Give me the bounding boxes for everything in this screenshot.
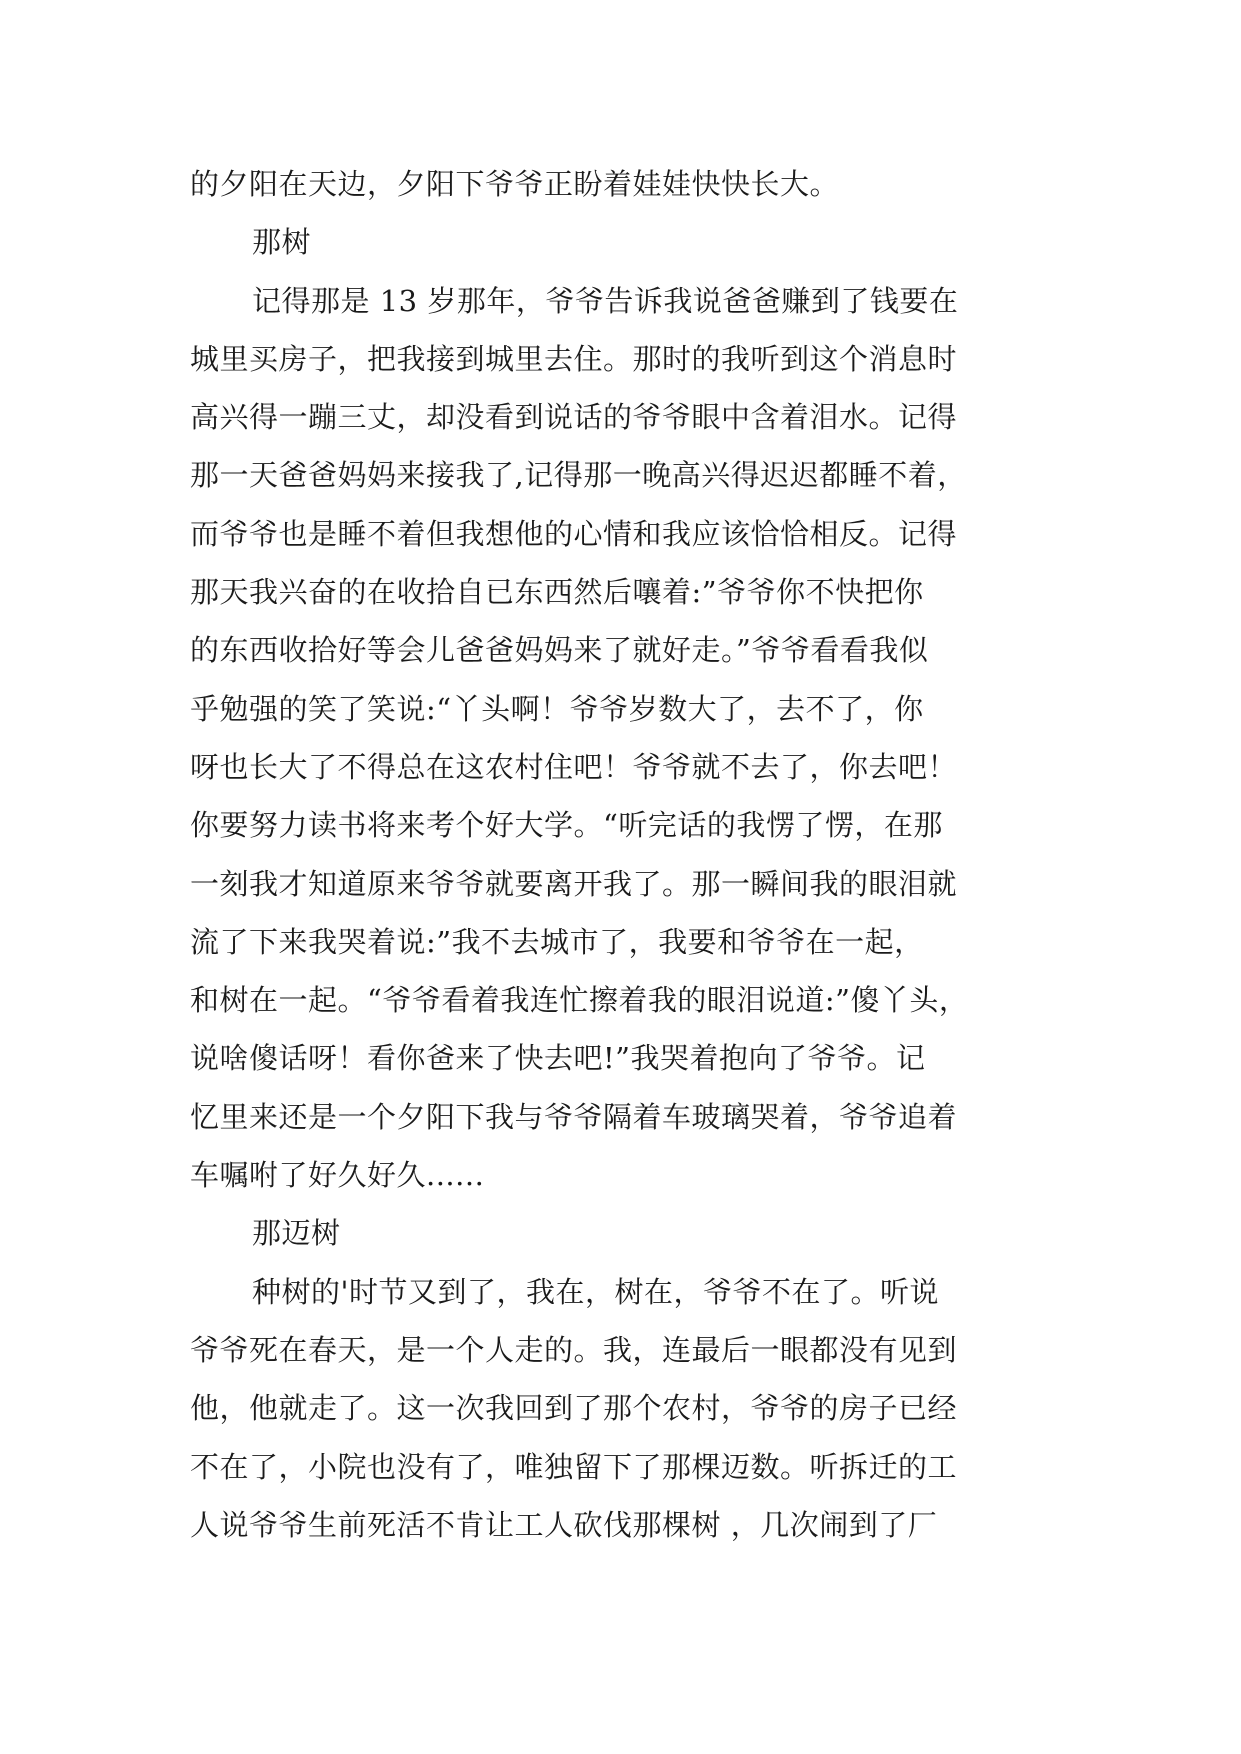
text-line: 忆里来还是一个夕阳下我与爷爷隔着车玻璃哭着，爷爷追着: [190, 1099, 958, 1134]
text-line: 车嘱咐了好久好久......: [190, 1158, 485, 1193]
text-line: 流了下来我哭着说:”我不去城市了，我要和爷爷在一起，: [190, 924, 924, 959]
text-line: 城里买房子，把我接到城里去住。那时的我听到这个消息时: [190, 341, 958, 376]
text-line: 爷爷死在春天，是一个人走的。我，连最后一眼都没有见到: [190, 1332, 958, 1367]
document-body: [190, 155, 1070, 1554]
text-line: 你要努力读书将来考个好大学。“听完话的我愣了愣，在那: [190, 808, 943, 843]
text-line: 的夕阳在天边，夕阳下爷爷正盼着娃娃快快长大。: [190, 167, 840, 201]
text-line: 人说爷爷生前死活不肯让工人砍伐那棵树 ，几次闹到了厂: [190, 1507, 938, 1542]
paragraph-first-line: 种树的'时节又到了，我在，树在，爷爷不在了。听说: [252, 1274, 939, 1309]
text-line: 那天我兴奋的在收拾自已东西然后嚷着:”爷爷你不快把你: [190, 575, 924, 610]
text-line: 和树在一起。“爷爷看着我连忙擦着我的眼泪说道:”傻丫头，: [190, 983, 969, 1018]
paragraph-first-line: 记得那是 13 岁那年，爷爷告诉我说爸爸赚到了钱要在: [252, 283, 959, 318]
text-line: 不在了，小院也没有了，唯独留下了那棵迈数。听拆迁的工: [190, 1449, 958, 1484]
text-line: 呀也长大了不得总在这农村住吧！爷爷就不去了，你去吧！: [190, 749, 958, 784]
text-line: 高兴得一蹦三丈，却没看到说话的爷爷眼中含着泪水。记得: [190, 400, 958, 435]
text-line: 一刻我才知道原来爷爷就要离开我了。那一瞬间我的眼泪就: [190, 866, 958, 901]
section-heading: 那迈树: [252, 1216, 341, 1251]
text-line: 乎勉强的笑了笑说:“丫头啊！爷爷岁数大了，去不了，你: [190, 691, 924, 726]
section-heading: 那树: [252, 225, 312, 260]
text-line: 而爷爷也是睡不着但我想他的心情和我应该恰恰相反。记得: [190, 516, 958, 551]
text-line: 他，他就走了。这一次我回到了那个农村，爷爷的房子已经: [190, 1391, 958, 1426]
text-line: 那一天爸爸妈妈来接我了,记得那一晚高兴得迟迟都睡不着，: [190, 458, 967, 493]
text-line: 说啥傻话呀！看你爸来了快去吧!”我哭着抱向了爷爷。记: [190, 1041, 926, 1076]
text-line: 的东西收拾好等会儿爸爸妈妈来了就好走。”爷爷看看我似: [190, 633, 929, 668]
